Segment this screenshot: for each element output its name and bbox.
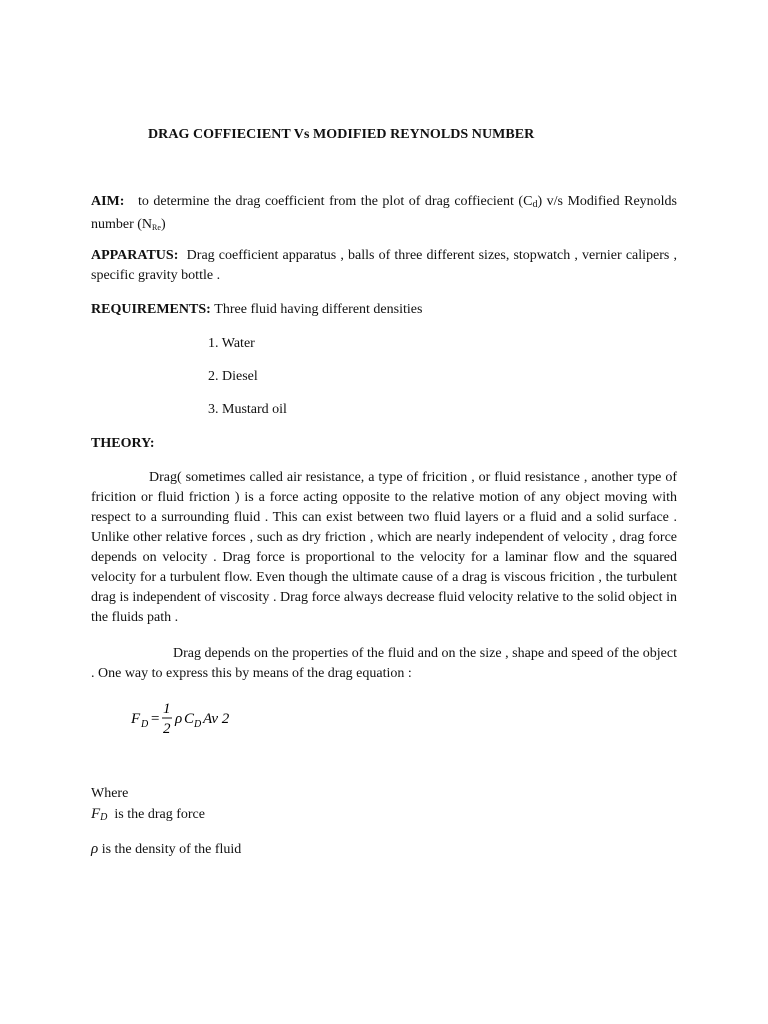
eq-rho: ρ: [175, 711, 183, 727]
eq-equals: =: [150, 711, 161, 727]
eq-c: C: [184, 711, 195, 727]
eq-lhs-sub: D: [141, 719, 149, 730]
aim-text-2: ) v/s Modified Reynolds number (N: [91, 194, 677, 232]
where-fd-symbol: F: [91, 806, 101, 822]
eq-c-sub: D: [194, 719, 202, 730]
aim-cd-sub: d: [532, 199, 538, 210]
eq-rest: Av 2: [203, 711, 230, 727]
aim-paragraph: [91, 192, 677, 238]
aim-text-3: ): [160, 217, 166, 232]
drag-equation: [131, 696, 331, 740]
apparatus-label: APPARATUS:: [91, 248, 179, 263]
requirements-label: REQUIREMENTS:: [91, 302, 211, 317]
where-fd-sub: D: [100, 812, 108, 823]
aim-nre-sub: Re: [152, 223, 161, 232]
apparatus-paragraph: [91, 246, 677, 286]
list-item: 3. Mustard oil: [208, 402, 287, 417]
where-fd-text: is the drag force: [114, 807, 205, 822]
eq-numerator: 1: [163, 701, 171, 717]
where-rho-symbol: ρ: [91, 841, 99, 857]
where-fd-line: [91, 804, 677, 828]
theory-paragraph-1: Drag( sometimes called air resistance, a type of fricition , or fluid resistance , another type of fricition or fluid friction ) is a force acting opposite to the relative motion of any object moving with respect to a surrounding fluid . This can exist between two fluid layers or a fluid and a solid surface . Unlike other relative forces , such as dry friction , which are nearly independent of velocity , drag force depends on velocity . Drag force is proportional to the velocity for a laminar flow and the squared velocity for a turbulent flow. Even though the ultimate cause of a drag is viscous fricition , the turbulent drag is independent of viscosity . Drag force always decrease fluid velocity relative to the solid object in the fluids path .: [91, 470, 677, 625]
where-rho-text: is the density of the fluid: [101, 842, 242, 857]
aim-label: AIM:: [91, 194, 125, 209]
where-rho-line: [91, 839, 677, 860]
theory-label: THEORY:: [91, 436, 155, 451]
eq-denominator: 2: [163, 721, 171, 737]
list-item: 1. Water: [208, 336, 255, 351]
page-title: DRAG COFFIECIENT Vs MODIFIED REYNOLDS NUMBER: [148, 127, 535, 142]
drag-equation-svg: [131, 696, 331, 740]
eq-lhs-symbol: F: [131, 711, 141, 727]
aim-text-1: to determine the drag coefficient from the plot of drag coffiecient (C: [138, 194, 533, 209]
apparatus-text: Drag coefficient apparatus , balls of three different sizes, stopwatch , vernier calipers , specific gravity bottle .: [91, 248, 677, 283]
list-item: 2. Diesel: [208, 369, 258, 384]
where-label: Where: [91, 786, 129, 801]
requirements-text: Three fluid having different densities: [214, 302, 423, 317]
theory-paragraph-2: Drag depends on the properties of the fluid and on the size , shape and speed of the object . One way to express this by means of the drag equation :: [91, 646, 677, 681]
requirements-paragraph: [91, 300, 677, 320]
